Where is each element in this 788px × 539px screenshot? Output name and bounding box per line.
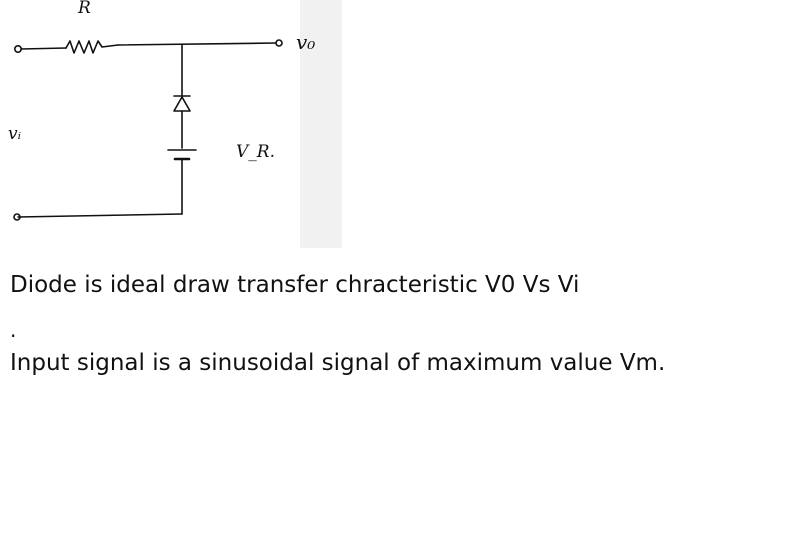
reference-voltage-label: V_R.: [236, 142, 275, 162]
resistor-label: R: [78, 0, 91, 18]
question-line-1: Diode is ideal draw transfer chracteristic V0 Vs Vi: [10, 272, 580, 298]
resistor-symbol: [66, 41, 118, 53]
output-terminal-top: [276, 40, 282, 46]
output-voltage-label: v₀: [296, 30, 316, 54]
wire-bottom-rail: [18, 214, 182, 217]
wire-top-rail: [118, 43, 276, 45]
question-dot: .: [10, 318, 17, 342]
question-line-2: Input signal is a sinusoidal signal of maximum value Vm.: [10, 350, 666, 376]
circuit-drawing: [0, 0, 345, 250]
wire-input-resistor: [21, 48, 66, 49]
diode-triangle: [174, 97, 190, 111]
input-voltage-label: vᵢ: [8, 124, 22, 144]
clipper-circuit-diagram: [0, 0, 345, 250]
